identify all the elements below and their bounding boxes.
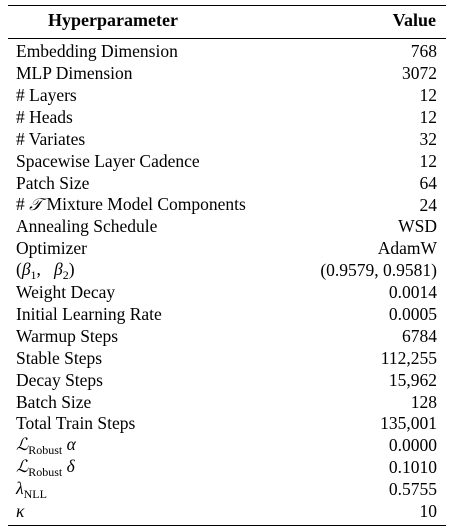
row-param: # Variates (16, 128, 86, 149)
math-subscript: Robust (28, 443, 63, 458)
table-row (8, 413, 446, 435)
table-row (8, 41, 446, 63)
math-symbol: β (21, 259, 31, 280)
row-param: Initial Learning Rate (16, 303, 162, 324)
table-row (8, 129, 446, 151)
table-row (8, 282, 446, 304)
row-param: # Heads (16, 106, 73, 127)
row-value: 64 (419, 172, 437, 193)
row-value: 24 (419, 194, 437, 215)
row-param: Annealing Schedule (16, 216, 158, 237)
math-greek: α (66, 434, 76, 455)
table-row (8, 348, 446, 370)
row-value: 0.1010 (388, 457, 437, 478)
row-param (16, 456, 75, 480)
row-value: 128 (410, 391, 437, 412)
math-greek: δ (66, 456, 75, 477)
math-symbol: β (54, 259, 63, 280)
row-param (16, 501, 24, 523)
math-symbol: λ (16, 478, 24, 499)
math-symbol: κ (16, 500, 25, 521)
table-row (8, 304, 446, 326)
row-value: AdamW (377, 238, 437, 259)
paren-open: ( (16, 259, 22, 280)
row-param (16, 434, 76, 458)
math-symbol: ℒ (16, 435, 29, 456)
table-row (8, 326, 446, 348)
row-value: 112,255 (380, 347, 437, 368)
row-param: Total Train Steps (16, 413, 136, 434)
row-value: 12 (419, 85, 437, 106)
math-symbol: ℒ (16, 457, 29, 478)
row-value: 3072 (402, 63, 437, 84)
bottom-rule (8, 525, 446, 526)
math-subscript: NLL (23, 487, 47, 502)
row-value: 0.0014 (388, 282, 437, 303)
row-param: Optimizer (16, 238, 87, 259)
table-row (8, 195, 446, 217)
table-row (8, 238, 446, 260)
table-row (8, 151, 446, 173)
table-row (8, 457, 446, 479)
table-row (8, 107, 446, 129)
row-value: 12 (419, 150, 437, 171)
table-header-row (8, 6, 446, 35)
header-hyperparameter: Hyperparameter (48, 10, 178, 31)
row-param-suffix: Mixture Model Components (42, 194, 246, 215)
row-value: 0.5755 (388, 479, 437, 500)
row-param: Weight Decay (16, 282, 116, 303)
row-value: 6784 (402, 325, 437, 346)
table-row (8, 260, 446, 282)
row-value: (0.9579, 0.9581) (320, 260, 437, 281)
table-row (8, 479, 446, 501)
row-param: # Layers (16, 85, 77, 106)
math-subscript: Robust (28, 465, 63, 480)
row-value: 768 (410, 41, 437, 62)
row-param (16, 478, 47, 502)
row-param: Spacewise Layer Cadence (16, 150, 200, 171)
table-row (8, 63, 446, 85)
row-param (16, 194, 246, 217)
table-row (8, 501, 446, 523)
row-value: 0.0005 (388, 303, 437, 324)
separator: , (36, 259, 55, 280)
row-value: 0.0000 (388, 435, 437, 456)
hyperparameter-table (8, 5, 446, 526)
row-value: 32 (419, 128, 437, 149)
row-value: 12 (419, 106, 437, 127)
table-row (8, 173, 446, 195)
row-param: Patch Size (16, 172, 90, 193)
table-row (8, 435, 446, 457)
table-row (8, 370, 446, 392)
row-value: WSD (398, 216, 437, 237)
row-param: Batch Size (16, 391, 92, 412)
row-param-prefix: # (16, 194, 30, 215)
table-body (8, 39, 446, 523)
row-value: 15,962 (388, 369, 437, 390)
row-param (16, 259, 75, 283)
math-subscript: 2 (62, 268, 69, 283)
row-value: 135,001 (380, 413, 437, 434)
row-param: Decay Steps (16, 369, 103, 390)
math-subscript: 1 (30, 268, 37, 283)
row-param: Warmup Steps (16, 325, 119, 346)
table-row (8, 85, 446, 107)
paren-close: ) (68, 259, 75, 280)
row-value: 10 (419, 500, 437, 521)
header-value: Value (392, 10, 436, 31)
row-param: Stable Steps (16, 347, 103, 368)
table-row (8, 216, 446, 238)
row-param: Embedding Dimension (16, 41, 178, 62)
row-param: MLP Dimension (16, 63, 133, 84)
math-symbol: 𝒯 (29, 195, 43, 216)
table-row (8, 392, 446, 414)
